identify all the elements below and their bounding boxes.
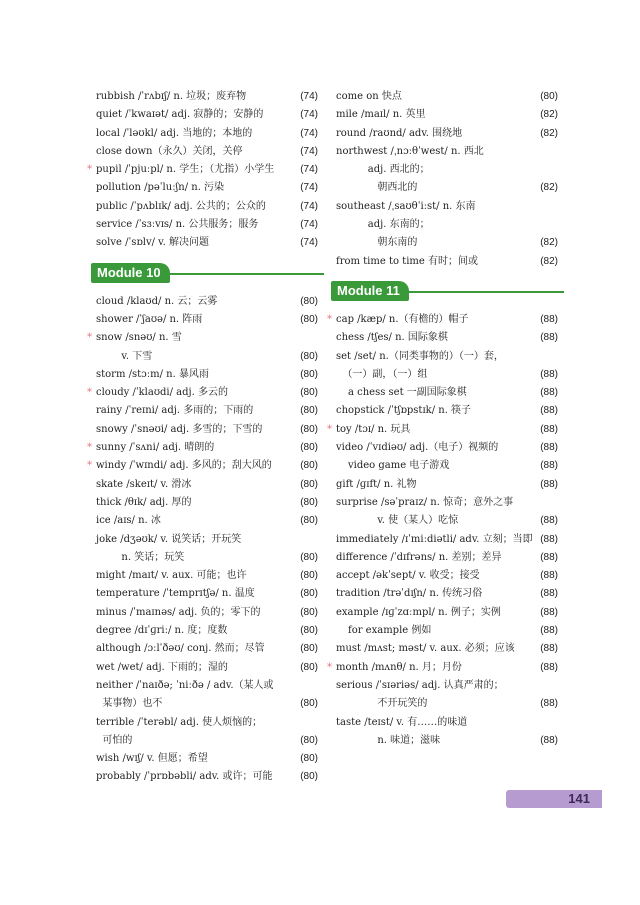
entry-continuation: v. 使（某人）吃惊	[336, 515, 459, 527]
page-reference: (82)	[540, 182, 558, 194]
page-reference: (88)	[540, 332, 558, 344]
vocab-entry	[336, 329, 558, 347]
entry-text: come on 快点	[336, 91, 402, 102]
module-heading	[91, 263, 318, 285]
page-reference: (80)	[300, 588, 318, 600]
vocab-entry	[336, 585, 558, 603]
page-reference: (80)	[300, 496, 318, 508]
page-reference: (88)	[540, 625, 558, 637]
entry-text: close down（永久）关闭，关停	[96, 145, 243, 157]
entry-text: solve /ˈsɒlv/ v. 解决问题	[96, 237, 209, 249]
page-reference: (88)	[540, 698, 558, 710]
page-reference: (88)	[540, 423, 558, 435]
page-reference: (74)	[300, 145, 318, 157]
page-reference: (80)	[300, 570, 318, 582]
page-reference: (80)	[300, 442, 318, 454]
vocab-entry	[96, 567, 318, 585]
entry-text: probably /ˈprɒbəbli/ adv. 或许；可能	[96, 771, 273, 783]
entry-text: neither /ˈnaɪðə; ˈniːðə / adv.（某人或	[96, 679, 274, 691]
entry-text: although /ɔːlˈðəʊ/ conj. 然而；尽管	[96, 643, 265, 655]
entry-text: must /mʌst; məst/ v. aux. 必须；应该	[336, 643, 515, 655]
entry-continuation: v. 下雪	[96, 350, 153, 362]
page-reference: (88)	[540, 313, 558, 325]
page-number-tab	[506, 790, 602, 808]
page-reference: (88)	[540, 533, 558, 545]
page-reference: (88)	[540, 460, 558, 472]
asterisk-marker: *	[87, 332, 92, 344]
vocab-entry	[336, 348, 558, 385]
entry-text: tradition /trəˈdɪʃn/ n. 传统习俗	[336, 588, 483, 600]
page-reference: (82)	[540, 109, 558, 121]
asterisk-marker: *	[87, 460, 92, 472]
vocab-entry	[96, 421, 318, 439]
page-reference: (80)	[300, 295, 318, 307]
vocab-entry	[336, 604, 558, 622]
entry-text: pollution /pəˈluːʃn/ n. 污染	[96, 182, 225, 194]
entry-text: quiet /ˈkwaɪət/ adj. 寂静的；安静的	[96, 109, 264, 121]
entry-text: pupil /ˈpjuːpl/ n. 学生；（尤指）小学生	[96, 164, 275, 176]
vocab-entry	[336, 198, 558, 253]
page-reference: (80)	[300, 350, 318, 362]
entry-continuation: 朝东南的	[336, 237, 418, 249]
vocab-entry	[96, 659, 318, 677]
vocab-entry	[336, 439, 558, 457]
entry-text: joke /dʒəʊk/ v. 说笑话；开玩笑	[96, 533, 242, 545]
left-column	[87, 88, 318, 787]
page-reference: (88)	[540, 570, 558, 582]
entry-text: chopstick /ˈtʃɒpstɪk/ n. 筷子	[336, 405, 472, 417]
entry-text: a chess set 一副国际象棋	[348, 387, 467, 399]
entry-text: temperature /ˈtemprɪtʃə/ n. 温度	[96, 588, 255, 600]
vocab-entry	[336, 622, 558, 640]
vocab-entry	[96, 768, 318, 786]
page-reference: (80)	[300, 368, 318, 380]
page-reference: (74)	[300, 200, 318, 212]
right-column	[327, 88, 558, 750]
entry-text: surprise /səˈpraɪz/ n. 惊奇；意外之事	[336, 496, 514, 508]
vocab-entry	[327, 311, 558, 329]
vocab-entry	[336, 714, 558, 751]
vocab-entry	[96, 125, 318, 143]
page-reference: (88)	[540, 368, 558, 380]
page-reference: (88)	[540, 661, 558, 673]
entry-text: rubbish /ˈrʌbɪʃ/ n. 垃圾；废弃物	[96, 91, 247, 102]
vocab-entry	[96, 604, 318, 622]
entry-continuation: adj. 西北的；	[336, 164, 430, 176]
entry-text: from time to time 有时；间或	[336, 255, 478, 267]
page-reference: (88)	[540, 588, 558, 600]
entry-text: shower /ˈʃaʊə/ n. 阵雨	[96, 313, 203, 325]
page-reference: (80)	[300, 643, 318, 655]
module-heading	[331, 281, 558, 303]
vocab-entry	[96, 293, 318, 311]
page-reference: (80)	[300, 478, 318, 490]
page-reference: (80)	[300, 387, 318, 399]
vocab-entry	[87, 161, 318, 179]
vocab-entry	[336, 143, 558, 198]
page-reference: (74)	[300, 219, 318, 231]
page-reference: (74)	[300, 164, 318, 176]
entry-text: service /ˈsɜːvɪs/ n. 公共服务；服务	[96, 219, 259, 231]
vocab-entry	[336, 549, 558, 567]
entry-text: mile /maɪl/ n. 英里	[336, 109, 426, 121]
entry-text: example /ɪɡˈzɑːmpl/ n. 例子；实例	[336, 606, 501, 618]
entry-text: windy /ˈwɪndi/ adj. 多风的；刮大风的	[96, 460, 272, 472]
vocab-entry	[96, 714, 318, 751]
entry-text: immediately /ɪˈmiːdiətli/ adv. 立刻；当即	[336, 533, 533, 545]
vocab-entry	[336, 253, 558, 271]
entry-text: taste /teɪst/ v. 有……的味道	[336, 716, 468, 728]
vocab-entry	[96, 366, 318, 384]
page-reference: (74)	[300, 127, 318, 139]
entry-text: skate /skeɪt/ v. 滑冰	[96, 478, 192, 490]
vocab-entry	[336, 494, 558, 531]
module-title: Module 11	[331, 281, 409, 301]
vocab-entry	[87, 439, 318, 457]
vocab-entry	[336, 476, 558, 494]
entry-text: ice /aɪs/ n. 冰	[96, 515, 161, 527]
entry-text: terrible /ˈterəbl/ adj. 使人烦恼的；	[96, 716, 263, 728]
entry-text: for example 例如	[348, 625, 432, 637]
entry-text: round /raʊnd/ adv. 围绕地	[336, 127, 463, 139]
vocab-entry	[96, 677, 318, 714]
entry-text: snow /snəʊ/ n. 雪	[96, 332, 182, 344]
page-reference: (80)	[300, 753, 318, 765]
vocab-entry	[336, 88, 558, 106]
asterisk-marker: *	[87, 164, 92, 176]
entry-text: sunny /ˈsʌni/ adj. 晴朗的	[96, 442, 215, 454]
entry-text: cloud /klaʊd/ n. 云；云雾	[96, 295, 218, 307]
entry-text: public /ˈpʌblɪk/ adj. 公共的；公众的	[96, 200, 266, 212]
page-reference: (88)	[540, 734, 558, 746]
vocab-entry	[336, 640, 558, 658]
vocab-entry	[96, 106, 318, 124]
page-reference: (88)	[540, 606, 558, 618]
vocab-entry	[87, 384, 318, 402]
entry-text: month /mʌnθ/ n. 月；月份	[336, 661, 462, 673]
asterisk-marker: *	[327, 661, 332, 673]
page-reference: (88)	[540, 643, 558, 655]
vocab-entry	[96, 198, 318, 216]
entry-continuation: （一）副，（一）组	[336, 368, 428, 380]
entry-continuation: 可怕的	[96, 734, 133, 746]
vocab-entry	[96, 494, 318, 512]
page-reference: (74)	[300, 237, 318, 249]
page-reference: (80)	[300, 405, 318, 417]
page-reference: (88)	[540, 387, 558, 399]
page-reference: (80)	[300, 551, 318, 563]
vocab-entry	[336, 567, 558, 585]
vocab-entry	[96, 476, 318, 494]
vocab-entry	[96, 622, 318, 640]
vocab-entry	[87, 457, 318, 475]
vocab-entry	[96, 750, 318, 768]
entry-continuation: 朝西北的	[336, 182, 418, 194]
vocab-entry	[336, 384, 558, 402]
entry-text: video /ˈvɪdiəʊ/ adj.（电子）视频的	[336, 442, 499, 454]
vocab-entry	[336, 402, 558, 420]
vocab-entry	[336, 677, 558, 714]
page-reference: (88)	[540, 405, 558, 417]
entry-text: wet /wet/ adj. 下雨的；湿的	[96, 661, 228, 673]
entry-text: thick /θɪk/ adj. 厚的	[96, 496, 192, 508]
vocab-entry	[96, 585, 318, 603]
page-reference: (74)	[300, 182, 318, 194]
entry-continuation: 某事物）也不	[96, 698, 163, 710]
page-reference: (88)	[540, 515, 558, 527]
vocab-entry	[96, 512, 318, 530]
vocab-entry	[96, 311, 318, 329]
entry-text: northwest /ˌnɔːθˈwest/ n. 西北	[336, 145, 484, 157]
page-reference: (80)	[300, 423, 318, 435]
page-reference: (80)	[300, 460, 318, 472]
page-reference: (80)	[300, 606, 318, 618]
entry-continuation: n. 味道；滋味	[336, 734, 441, 746]
asterisk-marker: *	[87, 442, 92, 454]
vocab-entry	[336, 106, 558, 124]
entry-continuation: 不开玩笑的	[336, 698, 428, 710]
vocab-entry	[327, 659, 558, 677]
entry-text: video game 电子游戏	[348, 460, 450, 472]
asterisk-marker: *	[327, 423, 332, 435]
vocab-entry	[96, 216, 318, 234]
vocab-entry	[87, 329, 318, 366]
page-reference: (80)	[300, 734, 318, 746]
entry-text: accept /əkˈsept/ v. 收受；接受	[336, 570, 480, 582]
page-reference: (88)	[540, 478, 558, 490]
entry-text: storm /stɔːm/ n. 暴风雨	[96, 368, 209, 380]
entry-text: snowy /ˈsnəʊi/ adj. 多雪的；下雪的	[96, 423, 263, 435]
vocab-entry	[336, 457, 558, 475]
entry-text: might /maɪt/ v. aux. 可能；也许	[96, 570, 247, 582]
entry-text: gift /ɡɪft/ n. 礼物	[336, 478, 417, 490]
vocab-entry	[96, 179, 318, 197]
page-reference: (88)	[540, 551, 558, 563]
page-number: 141	[568, 791, 590, 806]
vocab-entry	[336, 125, 558, 143]
vocab-entry	[96, 402, 318, 420]
vocab-entry	[96, 88, 318, 106]
entry-continuation: adj. 东南的；	[336, 219, 430, 231]
entry-text: cap /kæp/ n.（有檐的）帽子	[336, 313, 469, 325]
vocab-entry	[96, 531, 318, 568]
entry-text: cloudy /ˈklaʊdi/ adj. 多云的	[96, 387, 228, 399]
entry-text: set /set/ n.（同类事物的）（一）套，	[336, 350, 504, 362]
page-reference: (80)	[300, 625, 318, 637]
entry-text: rainy /ˈreɪni/ adj. 多雨的；下雨的	[96, 405, 254, 417]
entry-text: local /ˈləʊkl/ adj. 当地的；本地的	[96, 127, 253, 139]
page-reference: (80)	[300, 313, 318, 325]
vocab-entry	[96, 143, 318, 161]
entry-text: chess /tʃes/ n. 国际象棋	[336, 332, 448, 344]
page-reference: (88)	[540, 442, 558, 454]
page-reference: (74)	[300, 109, 318, 121]
entry-text: serious /ˈsɪəriəs/ adj. 认真严肃的；	[336, 679, 504, 691]
page-reference: (82)	[540, 127, 558, 139]
vocab-entry	[96, 234, 318, 252]
entry-text: toy /tɔɪ/ n. 玩具	[336, 423, 411, 435]
page-reference: (80)	[300, 771, 318, 783]
vocab-entry	[336, 531, 558, 549]
module-title: Module 10	[91, 263, 170, 283]
asterisk-marker: *	[327, 313, 332, 325]
entry-continuation: n. 笑话；玩笑	[96, 551, 185, 563]
page-reference: (82)	[540, 237, 558, 249]
asterisk-marker: *	[87, 387, 92, 399]
page-reference: (80)	[300, 661, 318, 673]
vocab-entry	[327, 421, 558, 439]
entry-text: wish /wɪʃ/ v. 但愿；希望	[96, 753, 208, 765]
entry-text: degree /dɪˈɡriː/ n. 度；度数	[96, 625, 228, 637]
page-reference: (80)	[300, 515, 318, 527]
entry-text: minus /ˈmaɪnəs/ adj. 负的；零下的	[96, 606, 261, 618]
entry-text: southeast /ˌsaʊθˈiːst/ n. 东南	[336, 200, 476, 212]
page-reference: (80)	[540, 91, 558, 102]
page-reference: (80)	[300, 698, 318, 710]
entry-text: difference /ˈdɪfrəns/ n. 差别；差异	[336, 551, 502, 563]
page-reference: (82)	[540, 255, 558, 267]
page-reference: (74)	[300, 91, 318, 102]
vocab-entry	[96, 640, 318, 658]
